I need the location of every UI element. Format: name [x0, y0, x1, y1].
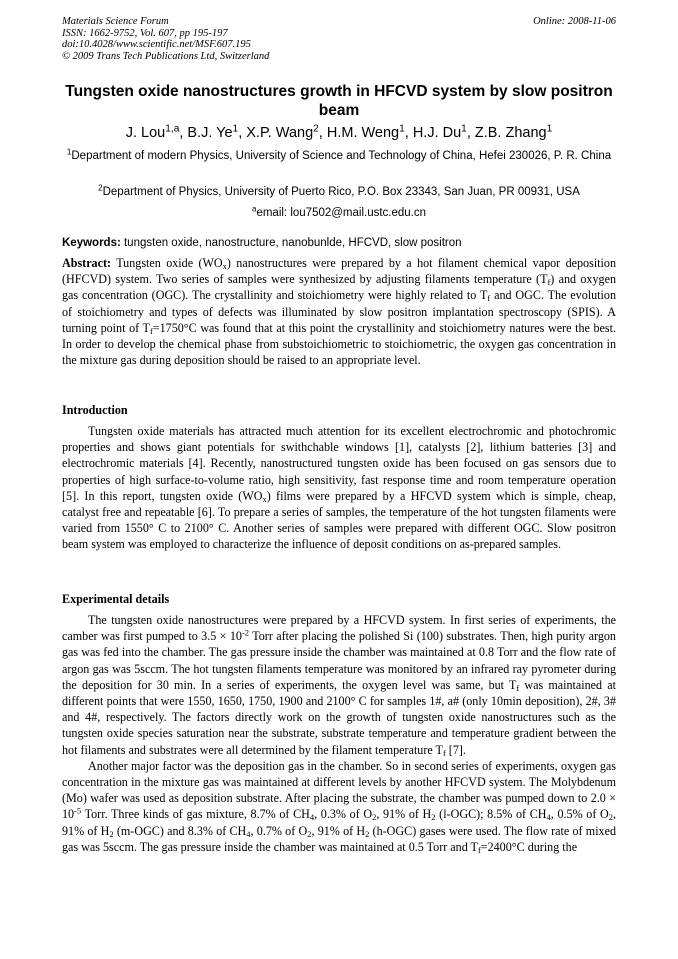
subscript: 4 [309, 812, 315, 823]
paragraph-text: (h-OGC) gases were used. The flow rate of mixed gas was 5sccm. The gas pressure inside the chamber was maintained at 0.5 Torr and T [62, 823, 617, 854]
journal-name: Materials Science Forum [62, 16, 169, 27]
author-list: J. Lou$^{1,a}$, B.J. Ye$^1$, X.P. Wang$^2$, H.M. Weng$^1$, H.J. Du$^1$, Z.B. Zhang$^1$ [125, 123, 553, 141]
author-affil-mark: 1 [461, 123, 467, 135]
paragraph-text: , 0.3% of O [314, 807, 373, 822]
subscript: x [222, 261, 227, 272]
keywords-label: Keywords: [62, 237, 121, 249]
abstract-text: =1750°C was found that at this point the crystallinity and stoichiometry natures were the best. In order to develop the chemical phase from substoichiometric to stoichiometric, the oxygen gas concentration in the mixture gas during deposition should be raised to an appropriate level. [62, 320, 617, 368]
author-name: X.P. Wang [246, 125, 314, 141]
paragraph [62, 612, 616, 758]
paragraph-text: , 0.7% of O [250, 823, 308, 838]
issn: ISSN: 1662-9752, Vol. 607, pp 195-197 [62, 27, 228, 39]
author-affil-mark: 2 [313, 123, 319, 135]
paragraph-text: (l-OGC); 8.5% of CH [435, 807, 547, 822]
abstract [62, 255, 616, 368]
superscript: -2 [241, 627, 250, 638]
email-text: email: lou7502@mail.ustc.edu.cn [256, 207, 427, 219]
abstract-label: Abstract: [62, 256, 112, 270]
paragraph-text: was maintained at different points that were 1550, 1650, 1750, 1900 and 2100° C for samples 1#, a# (only 10min deposition), 2#, 3# and 4#, respectively. The factors directly work on the growth of tungsten oxide nanostructures such as the tungsten oxide species saturation near the substrate, substrate temperature and temperature gradient between the hot filaments and substrates were all determined by the filament temperature T [62, 677, 616, 757]
abstract-text: ) and oxygen gas concentration (OGC). The crystallinity and stoichiometry were highly related to T [62, 272, 616, 303]
subscript: f [487, 293, 491, 304]
introduction-body [62, 423, 616, 553]
keywords [62, 236, 616, 251]
contact-email [62, 205, 616, 221]
author-name: J. Lou [125, 125, 166, 141]
subscript: 2 [431, 812, 436, 823]
paragraph-text: , 91% of H [62, 807, 617, 838]
email-mark: a [251, 204, 257, 214]
paragraph [62, 758, 616, 855]
doi: doi:10.4028/www.scientific.net/MSF.607.195 [62, 39, 251, 50]
subscript: 2 [608, 812, 613, 823]
subscript: f [149, 325, 153, 336]
keywords-text: tungsten oxide, nanostructure, nanobunlde, HFCVD, slow positron [120, 237, 462, 249]
author-affil-mark: 1 [546, 123, 553, 135]
experimental-body [62, 612, 616, 855]
subscript: 4 [546, 812, 551, 823]
paragraph-text: , 91% of H [376, 807, 432, 822]
paragraph-text: Tungsten oxide materials has attracted much attention for its excellent electrochromic and photochromic properties and shows giant potentials for swithchable windows [1], catalysts [2], lithium batteries [3] and electrochromic materials [4]. Recently, nanostructured tungsten oxide has been focused on gas sensors due to properties of high surface-to-volume ratio, high sensitivity, fast response time and room temperature operation [5]. In this report, tungsten oxide (WO [62, 424, 616, 503]
subscript: f [547, 277, 551, 288]
paragraph-text: , 91% of H [311, 823, 366, 838]
author-name: Z.B. Zhang [474, 125, 547, 141]
subscript: x [262, 493, 267, 504]
author-name: B.J. Ye [187, 125, 233, 141]
subscript: 2 [365, 828, 370, 839]
author-affil-mark: 1 [399, 123, 405, 135]
affiliation-1 [62, 148, 616, 164]
author-affil-mark: 1,a [165, 123, 180, 135]
paper-title: Tungsten oxide nanostructures growth in HFCVD system by slow positron beam [65, 83, 613, 119]
subscript: 2 [307, 828, 312, 839]
affiliation-2 [62, 184, 616, 200]
paragraph-text: [7]. [445, 742, 466, 757]
paragraph-text: Another major factor was the deposition gas in the chamber. So in second series of experiments, oxygen gas concentration in the mixture gas was maintained at different levels by another HFCVD system. The Molybdenum (Mo) wafer was used as deposition substrate. After placing the substrate, the chamber was pumped down to 2.0 × 10 [62, 758, 616, 822]
paragraph-text: ) films were prepared by a HFCVD system which is simple, cheap, catalyst free and repeatable [6]. To prepare a series of samples, the temperature of the hot tungsten filaments were varied from 1550° C to 2100° C. Another series of samples were prepared with different OGC. Slow positron beam system was employed to characterize the influence of deposit conditions on as-prepared samples. [62, 488, 616, 552]
subscript: f [477, 844, 481, 855]
affil-text: Department of Physics, University of Puerto Rico, P.O. Box 23343, San Juan, PR 00931, USA [102, 186, 580, 198]
online-date: Online: 2008-11-06 [533, 16, 616, 27]
section-heading-introduction: Introduction [62, 403, 128, 417]
abstract-text: Tungsten oxide (WO [111, 256, 223, 270]
affil-mark: 1 [66, 147, 72, 157]
superscript: -5 [74, 805, 82, 816]
author-name: H.J. Du [412, 125, 462, 141]
affil-mark: 2 [98, 183, 103, 193]
paragraph-text: , 0.5% of O [550, 807, 609, 822]
copyright: © 2009 Trans Tech Publications Ltd, Switzerland [62, 50, 270, 62]
subscript: 2 [109, 828, 114, 839]
abstract-text: ) nanostructures were prepared by a hot filament chemical vapor deposition (HFCVD) system. Two series of samples were synthesized by adjusting filaments temperature (T [62, 256, 616, 287]
author-name: H.M. Weng [326, 125, 400, 141]
section-heading-experimental: Experimental details [62, 592, 170, 606]
affil-text: Department of modern Physics, University of Science and Technology of China, Hefei 230026, P. R. China [71, 150, 612, 162]
abstract-text: and OGC. The evolution of stoichiometry and types of defects was illuminated by slow positron implantation spectroscopy (SPIS). A turning point of T [62, 288, 616, 335]
paragraph-text: =2400°C during the [480, 839, 578, 854]
subscript: f [516, 682, 520, 693]
paragraph-text: Torr after placing the polished Si (100) substrates. Then, high purity argon gas was fed into the chamber. The gas pressure inside the chamber was maintained at 0.8 Torr and the flow rate of argon gas was 5sccm. The hot tungsten filaments temperature was monitored by an infrared ray pyrometer during the deposition for 30 min. In a series of experiments, the oxygen level was same, but T [62, 629, 616, 692]
paragraph-text: The tungsten oxide nanostructures were prepared by a HFCVD system. In first series of experiments, the camber was first pumped to 3.5 × 10 [62, 613, 616, 644]
paragraph-text: (m-OGC) and 8.3% of CH [113, 823, 247, 838]
paragraph-text: Torr. Three kinds of gas mixture, 8.7% of CH [81, 807, 310, 822]
subscript: f [442, 747, 446, 758]
author-affil-mark: 1 [232, 123, 239, 135]
subscript: 4 [246, 828, 251, 839]
subscript: 2 [372, 812, 377, 823]
journal-header [62, 16, 616, 62]
